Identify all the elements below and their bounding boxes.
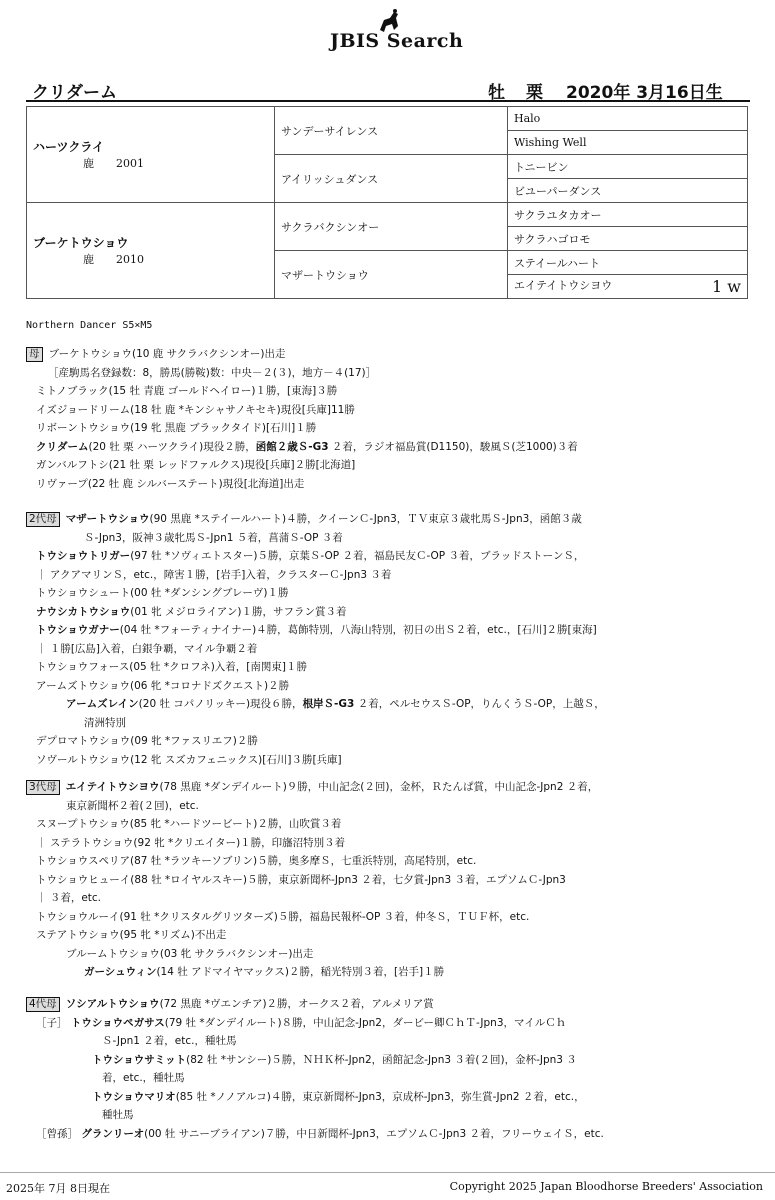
dam-name[interactable]: ブーケトウショウ [33, 236, 129, 250]
list-item: ナウシカトウショウ(01 牝 メジロライアン)１勝，サフラン賞３着 [36, 605, 347, 618]
section-tag: 4代母 [26, 997, 60, 1012]
list-item: トウショウシュート(00 牡 *ダンシングブレーヴ)１勝 [36, 587, 289, 599]
pedigree-sd[interactable]: アイリッシュダンス [275, 155, 508, 203]
list-item: スヌープトウショウ(85 牝 *ハードツービート)２勝，山吹賞３着 [36, 818, 342, 830]
pedigree-dam [27, 203, 275, 299]
pedigree-ssd[interactable]: Wishing Well [508, 131, 748, 155]
list-item: 着，etc.，種牡馬 [102, 1072, 185, 1084]
list-item: トウショウスペリア(87 牡 *ラツキーソブリン)５勝，奥多摩Ｓ，七重浜特別，高尾特別，etc. [36, 855, 477, 867]
list-item: ソヴールトウショウ(12 牝 スズカフェニックス)[石川]３勝[兵庫] [36, 753, 342, 766]
pedigree-table [26, 106, 748, 299]
sire-name[interactable]: ハーツクライ [33, 140, 105, 154]
horse-sex: 牡 [488, 83, 505, 103]
pedigree-dsd[interactable]: サクラハゴロモ [508, 227, 748, 251]
fourth-dam-section: 4代母 ソシアルトウショウ(72 黒鹿 *ヴエンチア)２勝，オークス２着，アルメリア賞 ［子］ トウショウペガサス(79 牡 *ダンデイルート)８勝，中山記念-Jpn2，ダービー卿ＣｈＴ-Jpn3，マイルＣｈ Ｓ-Jpn1 ２着，etc.，種牡馬 トウショウサミット(82 牡 *サンシー)５勝，ＮＨＫ杯-Jpn2，函館記念-Jpn3 ３着(２回)，金杯-Jpn3 ３ 着，etc.，種牡馬 トウショウマリオ(85 牡 *ノノアルコ)４勝，東京新聞杯-Jpn3，京成杯-Jpn3，弥生賞-Jpn2 ２着，etc.， 種牡馬 ［曾孫］ グランリーオ(00 牡 サニーブライアン)７勝，中日新聞杯-Jpn3，エプソムＣ-Jpn3 ２着，フリーウェイＳ，etc. [26, 995, 756, 1143]
list-item: トウショウサミット(82 牡 *サンシー)５勝，ＮＨＫ杯-Jpn2，函館記念-Jpn3 ３着(２回)，金杯-Jpn3 ３ [92, 1053, 577, 1066]
list-item: Ｓ-Jpn1 ２着，etc.，種牡馬 [102, 1035, 237, 1047]
list-item: トウショウガナー(04 牡 *フォーティナイナー)４勝，葛飾特別，八海山特別，初日の出Ｓ２着，etc.，[石川]２勝[東海] [36, 624, 597, 636]
pedigree-sss[interactable]: Halo [508, 107, 748, 131]
list-item: アームズレイン(20 牡 コパノリッキー)現役６勝，根岸Ｓ-G3 ２着，ペルセウスＳ-OP，りんくうＳ-OP，上越Ｓ， [66, 698, 605, 710]
list-item: ガンバルフトシ(21 牡 栗 レッドファルクス)現役[兵庫]２勝[北海道] [36, 459, 356, 471]
second-dam-section: 2代母 マザートウショウ(90 黒鹿 *ステイールハート)４勝，クイーンＣ-Jpn3，ＴＶ東京３歳牝馬Ｓ-Jpn3，函館３歳 Ｓ-Jpn3，阪神３歳牝馬Ｓ-Jpn1 ５着，菖蒲Ｓ-OP ３着 トウショウトリガー(97 牡 *ソヴィエトスター)５勝，京葉Ｓ-OP ２着，福島民友Ｃ-OP ３着，ブラッドストーンＳ， ｜ アクアマリンＳ，etc.，障害１勝，[岩手]入着，クラスターＣ-Jpn3 ３着 トウショウシュート(00 牡 *ダンシングブレーヴ)１勝 ナウシカトウショウ(01 牝 メジロライアン)１勝，サフラン賞３着 トウショウガナー(04 牡 *フォーティナイナー)４勝，葛飾特別，八海山特別，初日の出Ｓ２着，etc.，[石川]２勝[東海] ｜ １勝[広島]入着，白銀争覇，マイル争覇２着 トウショウフォース(05 牡 *クロフネ)入着，[南関東]１勝 アームズトウショウ(06 牝 *コロナドズクエスト)２勝 アームズレイン(20 牡 コパノリッキー)現役６勝，根岸Ｓ-G3 ２着，ペルセウスＳ-OP，りんくうＳ-OP，上越Ｓ， 清洲特別 デプロマトウショウ(09 牝 *ファスリエフ)２勝 ソヴールトウショウ(12 牝 スズカフェニックス)[石川]３勝[兵庫] [26, 510, 756, 769]
pedigree-dss[interactable]: サクラユタカオー [508, 203, 748, 227]
list-item: ｜ ステラトウショウ(92 牝 *クリエイター)１勝，印旛沼特別３着 [36, 836, 346, 849]
list-item: トウショウルーイ(91 牡 *クリスタルグリツターズ)５勝，福島民報杯-OP ３着，仲冬Ｓ，ＴＵＦ杯，etc. [36, 910, 530, 923]
jbis-logo[interactable] [330, 8, 470, 52]
list-item: トウショウマリオ(85 牡 *ノノアルコ)４勝，東京新聞杯-Jpn3，京成杯-Jpn3，弥生賞-Jpn2 ２着，etc.， [92, 1090, 585, 1103]
horse-color: 栗 [526, 83, 543, 103]
pedigree-sds[interactable]: トニービン [508, 155, 748, 179]
horse-birthdate: 2020年 3月16日生 [566, 83, 723, 103]
section-tag: 母 [26, 347, 43, 362]
pedigree-ddd[interactable]: エイテイトウシヨウ 1 w [508, 275, 748, 299]
list-item: トウショウトリガー(97 牡 *ソヴィエトスター)５勝，京葉Ｓ-OP ２着，福島民友Ｃ-OP ３着，ブラッドストーンＳ， [36, 550, 585, 562]
list-item: ガーシュウィン(14 牡 アドマイヤマックス)２勝，稲光特別３着，[岩手]１勝 [84, 966, 445, 978]
list-item: ブルームトウショウ(03 牝 サクラバクシンオー)出走 [66, 947, 314, 960]
horse-name: クリダーム [32, 83, 117, 103]
pedigree-ds[interactable]: サクラバクシンオー [275, 203, 508, 251]
list-item: 東京新聞杯２着(２回)，etc. [66, 799, 199, 812]
list-item: Ｓ-Jpn3，阪神３歳牝馬Ｓ-Jpn1 ５着，菖蒲Ｓ-OP ３着 [84, 531, 343, 544]
list-item: リボーントウショウ(19 牝 黒鹿 ブラックタイド)[石川]１勝 [36, 422, 317, 434]
footer-divider [0, 1172, 775, 1173]
list-item: ［曾孫］ グランリーオ(00 牡 サニーブライアン)７勝，中日新聞杯-Jpn3，エプソムＣ-Jpn3 ２着，フリーウェイＳ，etc. [36, 1127, 604, 1140]
list-item: ステアトウショウ(95 牝 *リズム)不出走 [36, 929, 227, 941]
pedigree-ss[interactable]: サンデーサイレンス [275, 107, 508, 155]
list-item: ブーケトウショウ(10 鹿 サクラバクシンオー)出走 [48, 348, 286, 360]
footer-date: 2025年 7月 8日現在 [6, 1182, 110, 1195]
inbreeding-note: Northern Dancer S5×M5 [26, 320, 153, 331]
dam-section [26, 345, 756, 493]
list-item: ［産駒馬名登録数：8，勝馬(勝鞍)数：中央－２(３)，地方－４(17)］ [48, 366, 377, 379]
pedigree-sdd[interactable]: ビユーパーダンス [508, 179, 748, 203]
list-item: ミトノブラック(15 牡 青鹿 ゴールドヘイロー)１勝，[東海]３勝 [36, 385, 338, 397]
list-item: イズジョードリーム(18 牡 鹿 *キンシャサノキセキ)現役[兵庫]11勝 [36, 403, 355, 416]
section-tag: 3代母 [26, 780, 60, 795]
logo-text: JBIS Search [330, 30, 464, 52]
family-mark: 1 w [712, 277, 741, 296]
list-item: クリダーム(20 牡 栗 ハーツクライ)現役２勝，函館２歳Ｓ-G3 ２着，ラジオ福島賞(D1150)，駿風Ｓ(芝1000)３着 [36, 440, 578, 453]
sire-info: 鹿 2001 [83, 157, 144, 170]
section-tag: 2代母 [26, 512, 60, 527]
list-item: ｜ アクアマリンＳ，etc.，障害１勝，[岩手]入着，クラスターＣ-Jpn3 ３着 [36, 568, 392, 581]
footer-copyright: Copyright 2025 Japan Bloodhorse Breeders' Association [449, 1180, 763, 1193]
list-item: トウショウフォース(05 牡 *クロフネ)入着，[南関東]１勝 [36, 661, 307, 673]
third-dam-section: 3代母 エイテイトウシヨウ(78 黒鹿 *ダンデイルート)９勝，中山記念(２回)，金杯，Ｒたんぱ賞，中山記念-Jpn2 ２着， 東京新聞杯２着(２回)，etc. スヌープトウショウ(85 牝 *ハードツービート)２勝，山吹賞３着 ｜ ステラトウショウ(92 牝 *クリエイター)１勝，印旛沼特別３着 トウショウスペリア(87 牡 *ラツキーソブリン)５勝，奥多摩Ｓ，七重浜特別，高尾特別，etc. トウショウヒューイ(88 牡 *ロイヤルスキー)５勝，東京新聞杯-Jpn3 ２着，七夕賞-Jpn3 ３着，エプソムＣ-Jpn3 ｜ ３着，etc. トウショウルーイ(91 牡 *クリスタルグリツターズ)５勝，福島民報杯-OP ３着，仲冬Ｓ，ＴＵＦ杯，etc. ステアトウショウ(95 牝 *リズム)不出走 ブルームトウショウ(03 牝 サクラバクシンオー)出走 ガーシュウィン(14 牡 アドマイヤマックス)２勝，稲光特別３着，[岩手]１勝 [26, 778, 756, 982]
list-item: デプロマトウショウ(09 牝 *ファスリエフ)２勝 [36, 735, 258, 747]
dam-info: 鹿 2010 [83, 253, 144, 266]
pedigree-dd[interactable]: マザートウショウ [275, 251, 508, 299]
horse-header [26, 72, 750, 102]
pedigree-sire [27, 107, 275, 203]
list-item: トウショウヒューイ(88 牡 *ロイヤルスキー)５勝，東京新聞杯-Jpn3 ２着，七夕賞-Jpn3 ３着，エプソムＣ-Jpn3 [36, 873, 566, 886]
list-item: リヴァープ(22 牡 鹿 シルバーステート)現役[北海道]出走 [36, 477, 305, 490]
list-item: アームズトウショウ(06 牝 *コロナドズクエスト)２勝 [36, 679, 290, 692]
list-item: 種牡馬 [102, 1109, 134, 1121]
list-item: ｜ ３着，etc. [36, 892, 102, 904]
list-item: ｜ １勝[広島]入着，白銀争覇，マイル争覇２着 [36, 642, 258, 655]
list-item: 清洲特別 [84, 716, 126, 729]
pedigree-dds[interactable]: ステイールハート [508, 251, 748, 275]
list-item: ［子］ トウショウペガサス(79 牡 *ダンデイルート)８勝，中山記念-Jpn2，ダービー卿ＣｈＴ-Jpn3，マイルＣｈ [36, 1016, 567, 1029]
